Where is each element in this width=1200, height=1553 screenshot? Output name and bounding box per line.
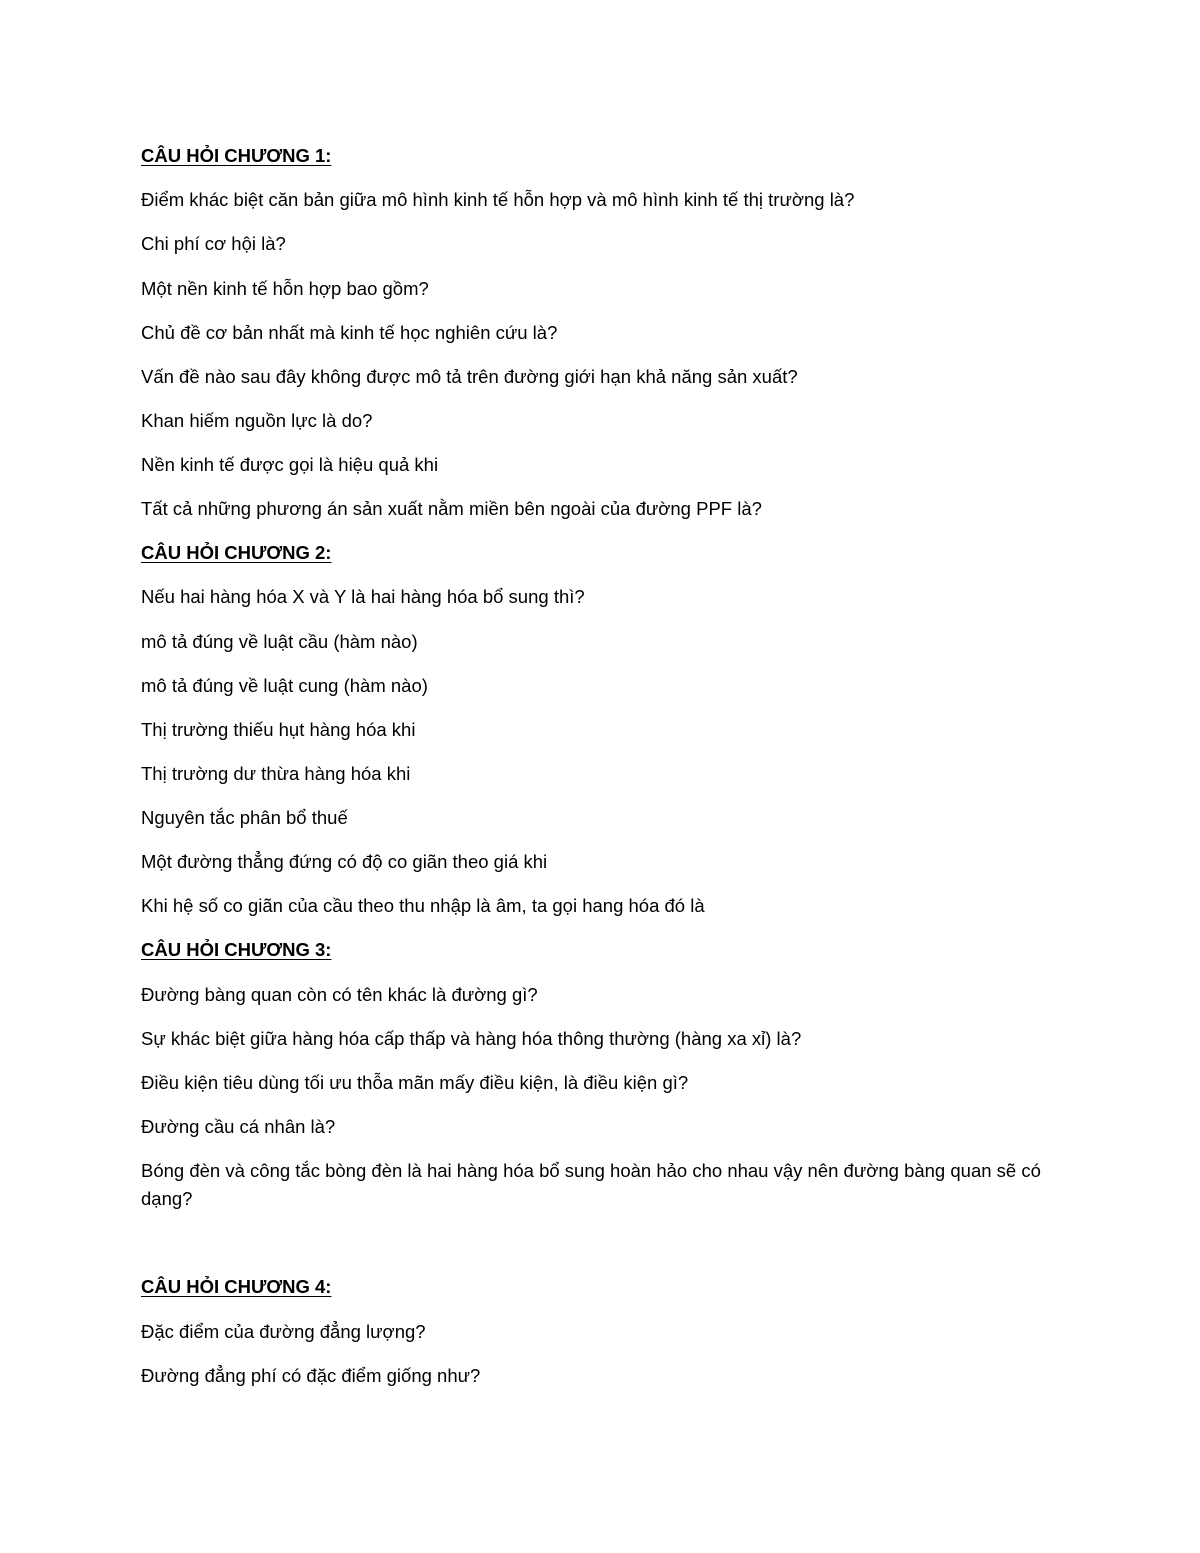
question-1-6: Khan hiếm nguồn lực là do?	[141, 410, 373, 431]
question-3-1: Đường bàng quan còn có tên khác là đường gì?	[141, 984, 538, 1005]
question-3-3: Điều kiện tiêu dùng tối ưu thỗa mãn mấy điều kiện, là điều kiện gì?	[141, 1072, 689, 1093]
question-3-4: Đường cầu cá nhân là?	[141, 1116, 336, 1137]
question-1-3: Một nền kinh tế hỗn hợp bao gồm?	[141, 278, 429, 299]
question-1-1: Điểm khác biệt căn bản giữa mô hình kinh tế hỗn hợp và mô hình kinh tế thị trường là?	[141, 189, 855, 210]
question-2-5: Thị trường dư thừa hàng hóa khi	[141, 763, 411, 784]
question-4-1: Đặc điểm của đường đẳng lượng?	[141, 1321, 426, 1342]
question-2-2: mô tả đúng về luật cầu (hàm nào)	[141, 631, 418, 652]
question-2-1: Nếu hai hàng hóa X và Y là hai hàng hóa bổ sung thì?	[141, 586, 585, 607]
question-2-3: mô tả đúng về luật cung (hàm nào)	[141, 675, 428, 696]
question-1-5: Vấn đề nào sau đây không được mô tả trên đường giới hạn khả năng sản xuất?	[141, 366, 798, 387]
question-2-6: Nguyên tắc phân bổ thuế	[141, 807, 348, 828]
question-4-2: Đường đẳng phí có đặc điểm giống như?	[141, 1365, 481, 1386]
question-1-2: Chi phí cơ hội là?	[141, 233, 286, 254]
question-3-2: Sự khác biệt giữa hàng hóa cấp thấp và hàng hóa thông thường (hàng xa xỉ) là?	[141, 1028, 802, 1049]
question-2-8: Khi hệ số co giãn của cầu theo thu nhập là âm, ta gọi hang hóa đó là	[141, 895, 705, 916]
section-heading-chapter-1: CÂU HỎI CHƯƠNG 1:	[141, 145, 332, 166]
question-1-7: Nền kinh tế được gọi là hiệu quả khi	[141, 454, 439, 475]
question-2-4: Thị trường thiếu hụt hàng hóa khi	[141, 719, 416, 740]
section-heading-chapter-4: CÂU HỎI CHƯƠNG 4:	[141, 1276, 332, 1297]
question-1-8: Tất cả những phương án sản xuất nằm miền bên ngoài của đường PPF là?	[141, 498, 762, 519]
section-heading-chapter-3: CÂU HỎI CHƯƠNG 3:	[141, 939, 332, 960]
section-heading-chapter-2: CÂU HỎI CHƯƠNG 2:	[141, 542, 332, 563]
question-2-7: Một đường thẳng đứng có độ co giãn theo giá khi	[141, 851, 548, 872]
question-1-4: Chủ đề cơ bản nhất mà kinh tế học nghiên cứu là?	[141, 322, 558, 343]
question-3-5: Bóng đèn và công tắc bòng đèn là hai hàng hóa bổ sung hoàn hảo cho nhau vậy nên đường bàng quan sẽ có dạng?	[141, 1160, 1041, 1209]
